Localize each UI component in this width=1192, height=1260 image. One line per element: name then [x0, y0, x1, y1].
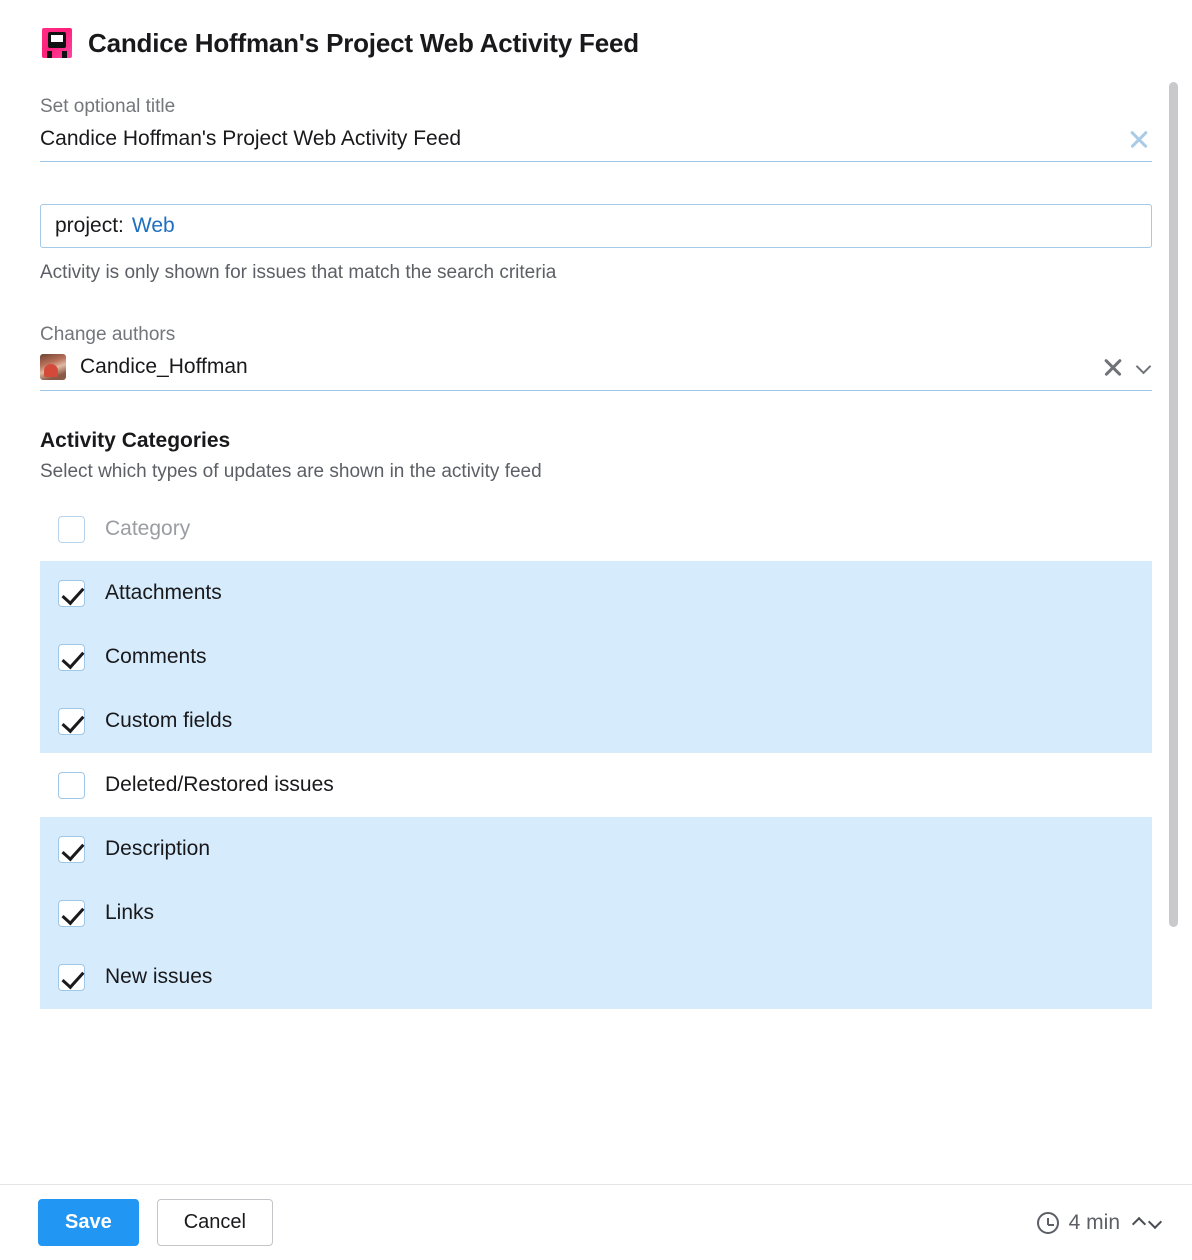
checkbox-description[interactable] — [58, 836, 85, 863]
checkbox-deleted-restored-issues[interactable] — [58, 772, 85, 799]
list-item-label: Description — [105, 837, 211, 860]
page-title: Candice Hoffman's Project Web Activity Feed — [88, 27, 639, 58]
checkbox-attachments[interactable] — [58, 580, 85, 607]
checkbox-all-categories[interactable] — [58, 516, 85, 543]
youtrack-app-icon — [40, 26, 74, 60]
search-query-input[interactable] — [40, 204, 1152, 248]
list-item-label: New issues — [105, 965, 213, 988]
list-item[interactable] — [40, 817, 1152, 881]
activity-categories-subtitle: Select which types of updates are shown in the activity feed — [40, 461, 542, 482]
caret-up-icon[interactable] — [1132, 1216, 1146, 1230]
checkbox-links[interactable] — [58, 900, 85, 927]
title-field-block — [40, 96, 1152, 162]
clock-icon — [1037, 1212, 1059, 1234]
refresh-interval-control — [1037, 1211, 1162, 1235]
avatar — [40, 354, 66, 380]
list-item-label: Comments — [105, 645, 207, 668]
list-item-label: Custom fields — [105, 709, 233, 732]
change-author-name: Candice_Hoffman — [80, 355, 248, 378]
checkbox-custom-fields[interactable] — [58, 708, 85, 735]
change-authors-block — [40, 324, 1152, 391]
title-input-wrapper[interactable] — [40, 126, 1152, 162]
query-value: Web — [131, 214, 175, 237]
list-item-label: Attachments — [105, 581, 222, 604]
category-header-label: Category — [105, 517, 191, 540]
save-button[interactable]: Save — [38, 1199, 139, 1246]
title-field-label: Set optional title — [40, 96, 176, 117]
change-authors-label: Change authors — [40, 324, 176, 345]
dialog-header — [0, 0, 1192, 78]
query-hint: Activity is only shown for issues that match the search criteria — [40, 262, 557, 283]
dialog-body — [0, 78, 1192, 1148]
chevron-down-icon[interactable] — [1136, 359, 1152, 375]
scrollbar-thumb[interactable] — [1169, 82, 1178, 927]
close-icon[interactable] — [1126, 126, 1152, 152]
list-item[interactable] — [40, 881, 1152, 945]
list-item[interactable] — [40, 689, 1152, 753]
list-item[interactable] — [40, 945, 1152, 1009]
activity-categories-list — [40, 497, 1152, 1009]
list-item[interactable] — [40, 561, 1152, 625]
query-key: project: — [55, 214, 124, 237]
list-item[interactable] — [40, 753, 1152, 817]
close-icon[interactable] — [1100, 354, 1126, 380]
refresh-interval-value: 4 min — [1068, 1210, 1120, 1234]
activity-categories-title: Activity Categories — [40, 429, 231, 452]
change-authors-field[interactable] — [40, 354, 1152, 391]
title-input[interactable]: Candice Hoffman's Project Web Activity Feed — [40, 127, 462, 150]
cancel-button[interactable]: Cancel — [157, 1199, 273, 1246]
list-item-label: Deleted/Restored issues — [105, 773, 334, 796]
checkbox-comments[interactable] — [58, 644, 85, 671]
checkbox-new-issues[interactable] — [58, 964, 85, 991]
dialog-footer — [0, 1184, 1192, 1260]
caret-down-icon[interactable] — [1148, 1216, 1162, 1230]
refresh-interval-stepper[interactable] — [1132, 1216, 1162, 1230]
list-item[interactable] — [40, 625, 1152, 689]
list-item-label: Links — [105, 901, 155, 924]
category-header-row[interactable] — [40, 497, 1152, 561]
